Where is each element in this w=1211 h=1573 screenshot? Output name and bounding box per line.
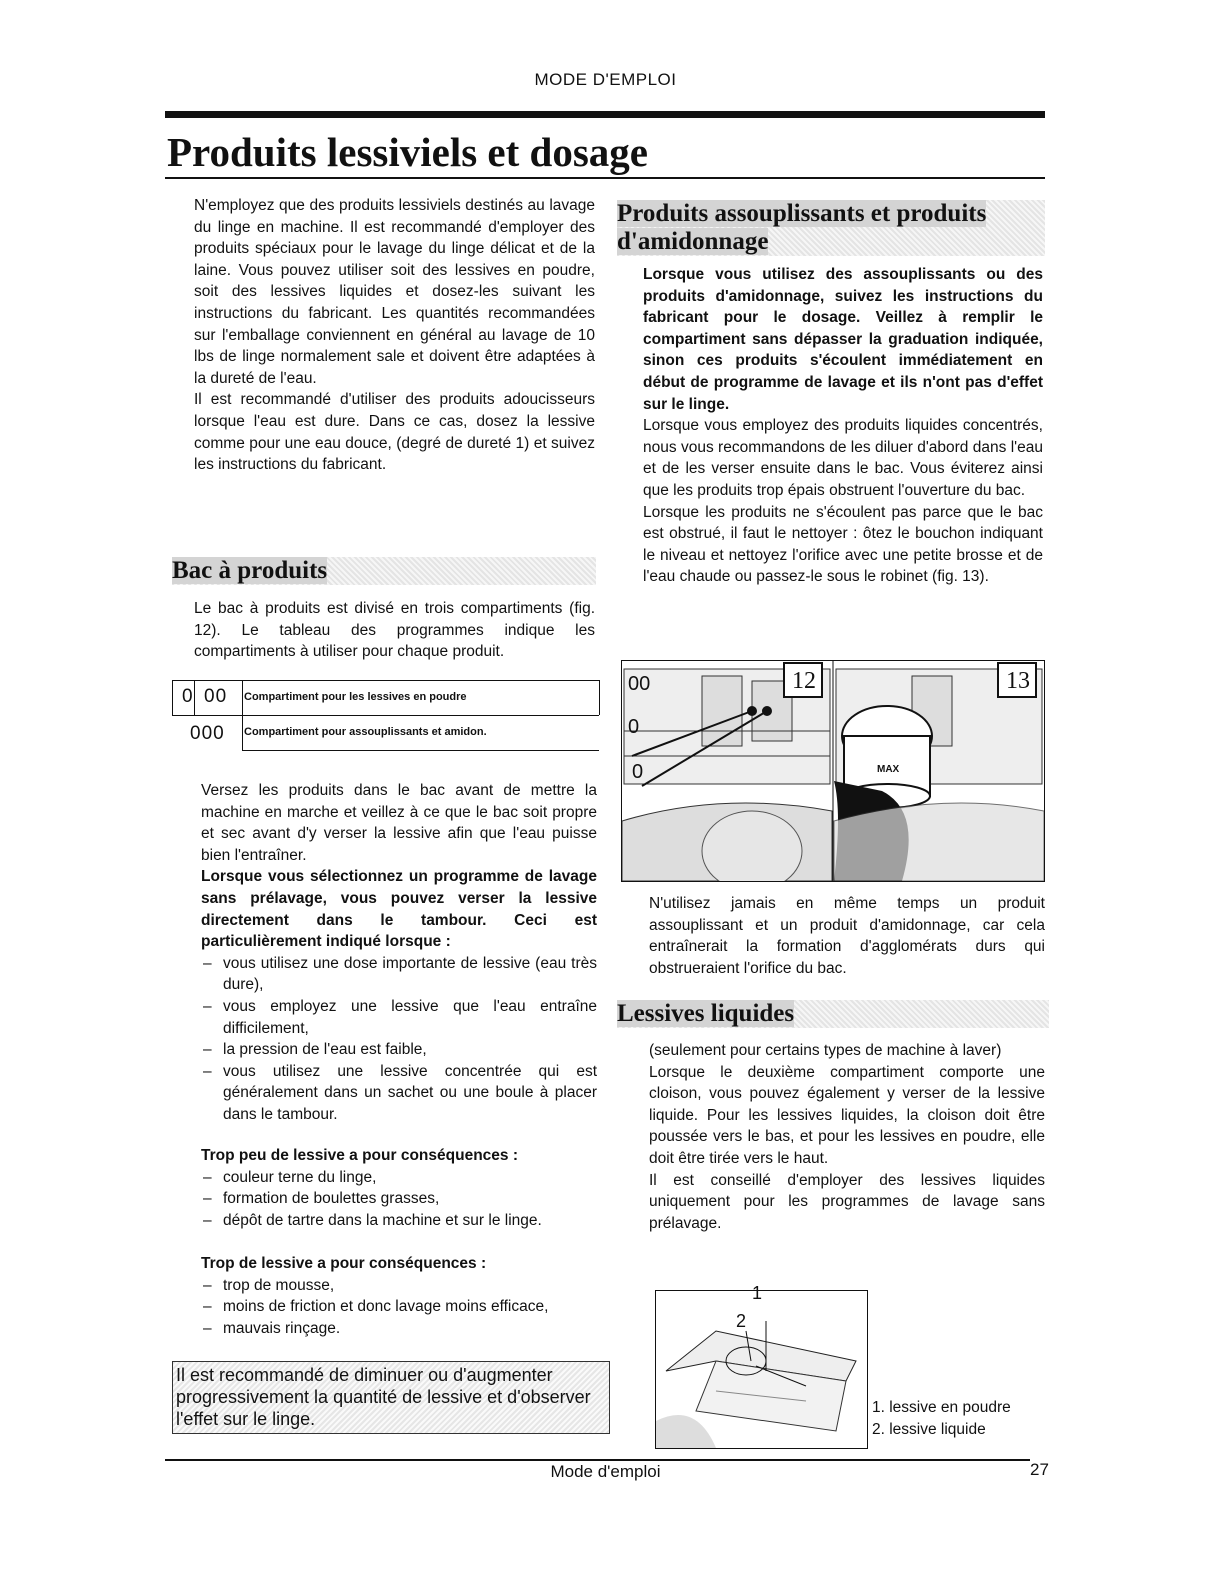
assouplissants-heading: Produits assouplissants et produits d'amidonnage [617, 200, 1045, 256]
list-item: – couleur terne du linge, [201, 1167, 601, 1189]
footer-label: Mode d'emploi [550, 1462, 661, 1481]
liquides-text: (seulement pour certains types de machine à laver) Lorsque le deuxième compartiment comporte une cloison, vous pouvez également y verser de la lessive liquide. Pour les lessives liquides, la cloison doit être poussée vers le bas, et pour les lessives en poudre, elle doit être tirée vers le haut. Il est conseillé d'employer des lessives liquides uniquement pour les programmes de lavage sans prélavage. [649, 1042, 1045, 1232]
jamais-text: N'utilisez jamais en même temps un produit assouplissant et un produit d'amidonnage, car cela entraînerait la formation d'agglomérats durs qui obstrueraient l'orifice du bac. [649, 895, 1045, 977]
trop-section [201, 1253, 601, 1339]
small-figure [655, 1283, 868, 1449]
footer-rule [165, 1459, 1030, 1461]
dispenser-illustration [622, 661, 1044, 881]
trop-peu-heading: Trop peu de lessive a pour conséquences : [201, 1147, 518, 1164]
fig-symbol: 0 [632, 761, 644, 783]
fig-callout-2: 2 [736, 1311, 747, 1331]
intro-text: N'employez que des produits lessiviels destinés au lavage du linge en machine. Il est recommandé d'employer des produits spéciaux pour le lavage du linge délicat et de la laine. Vous pouvez utiliser soit des lessives en poudre, soit des lessives liquides et dosez-les suivant les instructions du fabricant. Les quantités recommandées sur l'emballage conviennent en général au lavage de 10 lbs de linge normalement sale et doivent être adaptées à la dureté de l'eau. [194, 197, 595, 387]
trop-heading: Trop de lessive a pour conséquences : [201, 1255, 487, 1272]
figure-12-label: 12 [792, 668, 816, 694]
list-item: – mauvais rinçage. [201, 1318, 601, 1340]
verse-paragraph [201, 780, 597, 1126]
page-number: 27 [1030, 1460, 1049, 1479]
list-item: – formation de boulettes grasses, [201, 1188, 601, 1210]
tip-box: Il est recommandé de diminuer ou d'augmenter progressivement la quantité de lessive et d'observer l'effet sur le linge. [172, 1361, 610, 1434]
assouplissants-text: Lorsque vous utilisez des assouplissants ou des produits d'amidonnage, suivez les instructions du fabricant pour le dosage. Veillez à remplir le compartiment sans dépasser la graduation indiquée, sinon ces produits s'écoulent immédiatement en début de programme de lavage et ils n'ont pas d'effet sur le linge. Lorsque vous employez des produits liquides concentrés, nous vous recommandons de les diluer d'abord dans l'eau et de les verser ensuite dans le bac. Vous éviterez ainsi que les produits trop épais obstruent l'ouverture du bac. Lorsque les produits ne s'écoulent pas parce que le bac est obstrué, il faut le nettoyer : ôtez le bouchon indiquant le niveau et nettoyez l'orifice avec une petite brosse et de l'eau chaude ou passez-le sous le robinet (fig. 13). [643, 266, 1043, 586]
figure-12-13 [621, 660, 1045, 882]
intro-text-2: Il est recommandé d'utiliser des produits adoucisseurs lorsque l'eau est dure. Dans ce cas, dosez la lessive comme pour une eau douce, (degré de dureté 1) et suivez les instructions du fabricant. [194, 391, 595, 474]
running-header: MODE D'EMPLOI [534, 70, 677, 89]
header-bar [165, 111, 1045, 118]
compartment-symbol: 0 [182, 686, 194, 707]
title-rule [165, 177, 1045, 179]
list-item: – dépôt de tartre dans la machine et sur le linge. [201, 1210, 601, 1232]
compartment-label: Compartiment pour assouplissants et amidon. [244, 726, 487, 738]
trop-peu-section [201, 1145, 601, 1231]
table-row [172, 680, 599, 716]
list-item: – vous utilisez une dose importante de lessive (eau très dure), [201, 953, 597, 996]
page-title: Produits lessiviels et dosage [167, 129, 648, 175]
bac-heading: Bac à produits [172, 557, 596, 585]
verse-text: Versez les produits dans le bac avant de mettre la machine en marche et veillez à ce que le bac soit propre et sec avant d'y verser la lessive afin que l'eau puisse bien l'entraîner. [201, 782, 597, 864]
list-item: – la pression de l'eau est faible, [201, 1039, 597, 1061]
lessives-liquides-heading: Lessives liquides [617, 1000, 1049, 1028]
cases-list [201, 953, 597, 1126]
list-item: – trop de mousse, [201, 1275, 601, 1297]
figure-legend [872, 1397, 1011, 1440]
list-item: – vous utilisez une lessive concentrée qui est généralement dans un sachet ou une boule à placer dans le tambour. [201, 1061, 597, 1126]
cloison-illustration [656, 1291, 867, 1448]
fig-symbol: 0 [628, 716, 640, 738]
compartment-table [172, 680, 599, 750]
compartment-symbol: 000 [190, 723, 225, 744]
list-item: – moins de friction et donc lavage moins efficace, [201, 1296, 601, 1318]
legend-item: 1. lessive en poudre [872, 1399, 1011, 1416]
max-label: MAX [877, 764, 900, 775]
verse-bold-text: Lorsque vous sélectionnez un programme de lavage sans prélavage, vous pouvez verser la lessive directement dans le tambour. Ceci est particulièrement indiqué lorsque : [201, 868, 597, 951]
table-row [172, 715, 599, 751]
compartment-label: Compartiment pour les lessives en poudre [244, 691, 467, 703]
figure-13-label: 13 [1006, 668, 1030, 694]
compartment-symbol: 00 [204, 686, 228, 707]
legend-item: 2. lessive liquide [872, 1420, 986, 1438]
intro-paragraphs [194, 195, 595, 476]
fig-symbol: 00 [628, 673, 651, 695]
bac-text: Le bac à produits est divisé en trois compartiments (fig. 12). Le tableau des programmes indique les compartiments à utiliser pour chaque produit. [194, 600, 595, 661]
fig-callout-1: 1 [752, 1283, 763, 1303]
list-item: – vous employez une lessive que l'eau entraîne difficilement, [201, 996, 597, 1039]
